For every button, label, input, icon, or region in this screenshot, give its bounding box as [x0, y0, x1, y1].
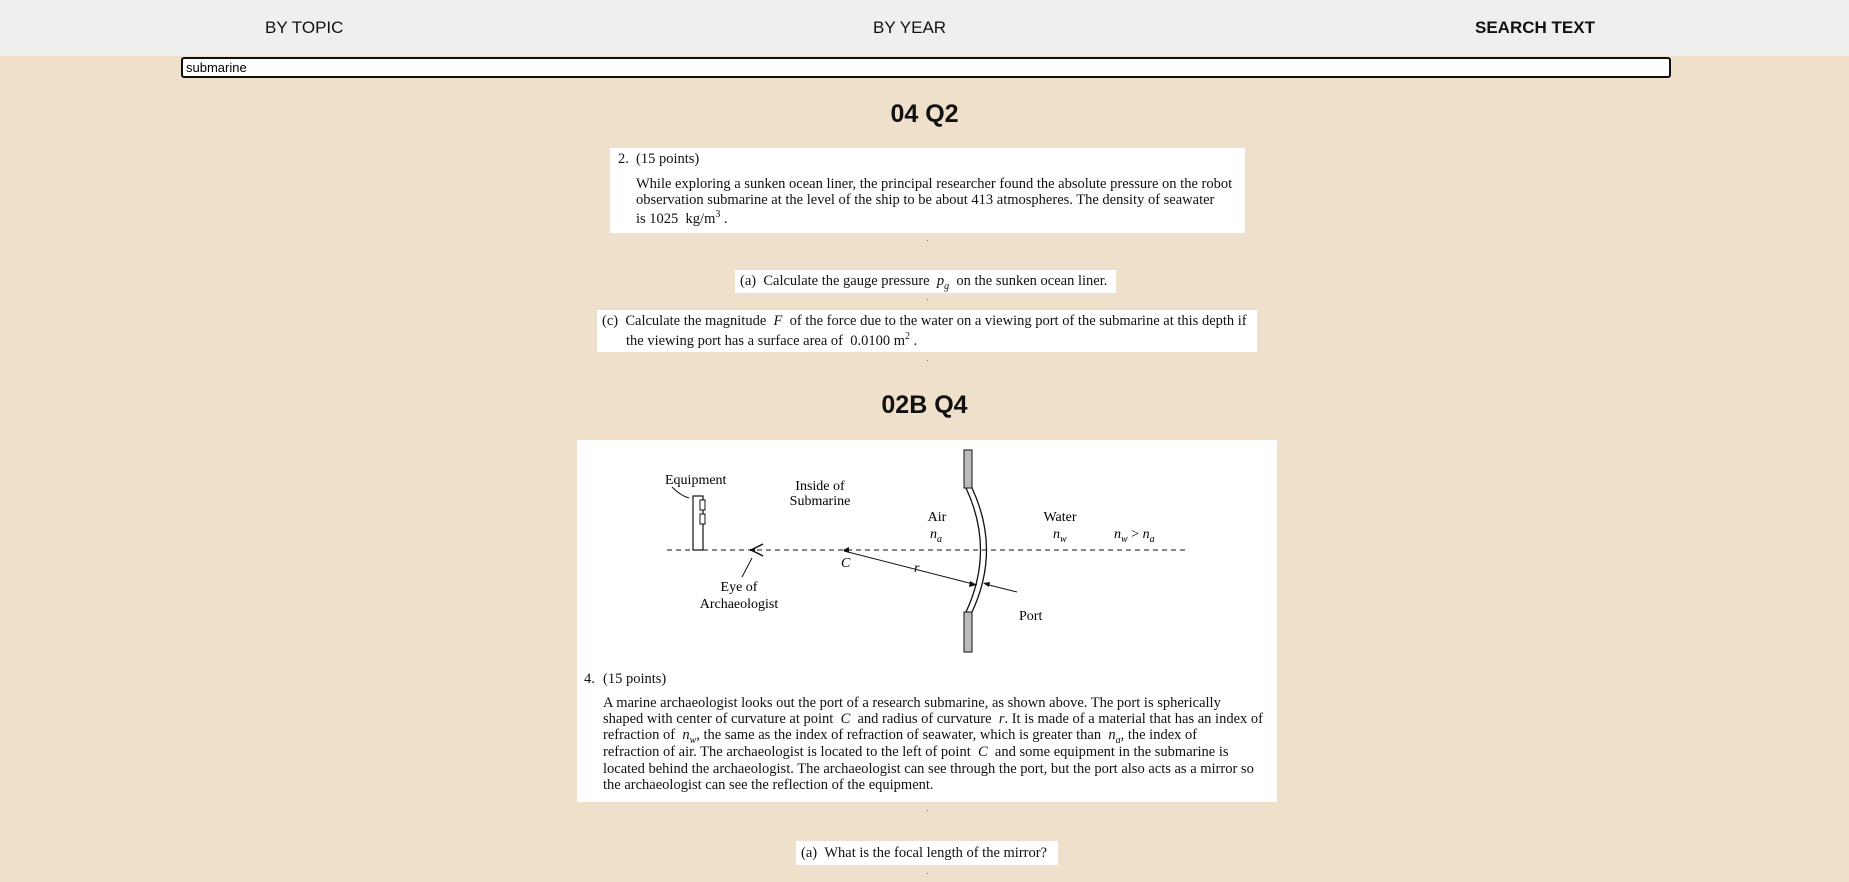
label-inside: Submarine — [789, 494, 851, 509]
part-text: What is the focal length of the mirror? — [824, 845, 1047, 861]
label-na — [930, 527, 942, 545]
stem-line: located behind the archaeologist. The archaeologist can see through the port, but the port also acts as a mirror so — [603, 761, 1254, 777]
stem-line — [603, 711, 1263, 728]
unit-exponent: 3 — [715, 209, 721, 221]
index-subscript: w — [1060, 534, 1067, 545]
eye-leader — [742, 558, 752, 577]
label-inside: Inside of — [795, 479, 845, 494]
math-var: C — [840, 711, 851, 727]
port-leader — [985, 584, 1017, 592]
part-text: Calculate the gauge pressure — [763, 273, 930, 289]
label-eye: Archaeologist — [699, 597, 779, 612]
label-r: r — [914, 561, 920, 576]
stem-line — [636, 211, 728, 228]
stem-line — [603, 727, 1197, 744]
density-unit: kg/m — [685, 211, 716, 227]
tab-by-year[interactable]: BY YEAR — [873, 18, 947, 37]
hull-wall-bottom — [964, 612, 972, 652]
stem-text: is 1025 — [636, 211, 679, 227]
hull-wall-top — [964, 450, 972, 488]
math-var: C — [978, 744, 988, 760]
part-a-line — [740, 273, 1107, 290]
label-c: C — [841, 556, 851, 571]
separator-dot — [927, 810, 928, 811]
stem-line: observation submarine at the level of the ship to be about 413 atmospheres. The density of seawater — [636, 192, 1215, 208]
part-card — [597, 310, 1257, 352]
index-symbol: n — [1053, 527, 1060, 542]
tab-search-text[interactable]: SEARCH TEXT — [1475, 18, 1595, 37]
part-label: (c) — [602, 313, 619, 329]
stem-text: , the index of — [1120, 727, 1198, 743]
search-input[interactable] — [181, 57, 1671, 78]
equipment-leader — [672, 487, 689, 498]
part-label: (a) — [801, 845, 818, 861]
stem-text: . It is made of a material that has an index of — [1004, 711, 1263, 727]
question-points: (15 points) — [636, 151, 700, 167]
equipment-knob — [700, 514, 705, 524]
part-text: Calculate the magnitude — [625, 313, 767, 329]
port-arrowhead — [983, 582, 990, 587]
index-subscript: a — [1149, 534, 1155, 545]
part-label: (a) — [740, 273, 757, 289]
question-stem-card — [610, 148, 1245, 233]
label-eye: Eye of — [720, 580, 758, 595]
label-index-inequality — [1114, 527, 1155, 545]
question-number: 2. — [618, 151, 629, 167]
separator-dot — [927, 299, 928, 300]
stem-line: While exploring a sunken ocean liner, the principal researcher found the absolute pressure on the robot — [636, 176, 1233, 192]
separator-dot — [927, 360, 928, 361]
radius-line — [844, 551, 977, 585]
separator-dot — [927, 873, 928, 874]
stem-text: refraction of air. The archaeologist is located to the left of point — [603, 744, 971, 760]
stem-line: the archaeologist can see the reflection of the equipment. — [603, 777, 934, 793]
math-sub: g — [944, 280, 950, 292]
index-symbol: n — [1142, 527, 1150, 542]
tab-by-topic[interactable]: BY TOPIC — [265, 18, 344, 37]
math-var: n — [1108, 727, 1116, 743]
label-equipment: Equipment — [665, 473, 727, 488]
label-nw — [1053, 527, 1067, 545]
question-stem-card — [577, 440, 1277, 802]
stem-text: . — [723, 211, 728, 227]
index-subscript: w — [1121, 534, 1128, 545]
question-number: 4. — [584, 671, 595, 687]
math-sub: a — [1115, 734, 1121, 746]
separator-dot — [927, 240, 928, 241]
top-nav — [0, 0, 1849, 56]
part-c-line — [626, 333, 917, 350]
unit-exponent: 2 — [905, 331, 911, 343]
stem-text: and radius of curvature — [857, 711, 992, 727]
index-subscript: a — [937, 534, 942, 545]
label-port: Port — [1019, 609, 1043, 624]
question-title: 04 Q2 — [890, 100, 959, 128]
part-card — [796, 841, 1058, 865]
part-text: the viewing port has a surface area of — [626, 333, 843, 349]
part-text: . — [913, 333, 918, 349]
stem-line: A marine archaeologist looks out the port of a research submarine, as shown above. The port is spherically — [603, 695, 1221, 711]
index-symbol: n — [930, 527, 937, 542]
area-value: 0.0100 m — [850, 333, 906, 349]
math-var: r — [998, 711, 1005, 727]
part-card — [735, 270, 1116, 293]
math-sub: w — [689, 734, 697, 746]
math-var: p — [936, 273, 945, 289]
stem-text: shaped with center of curvature at point — [603, 711, 834, 727]
equipment-knob — [700, 500, 705, 510]
question-points: (15 points) — [603, 671, 667, 687]
part-c-line — [602, 313, 1247, 330]
part-a-line — [801, 845, 1047, 862]
label-air: Air — [927, 510, 947, 525]
math-var: n — [682, 727, 690, 743]
stem-text: , the same as the index of refraction of seawater, which is greater than — [696, 727, 1102, 743]
part-text: on the sunken ocean liner. — [956, 273, 1108, 289]
stem-text: and some equipment in the submarine is — [994, 744, 1229, 760]
part-text: of the force due to the water on a viewing port of the submarine at this depth if — [789, 313, 1247, 329]
inequality-sign: > — [1127, 527, 1143, 542]
stem-line — [603, 744, 1229, 761]
label-water: Water — [1043, 510, 1077, 525]
index-symbol: n — [1114, 527, 1121, 542]
submarine-port-diagram — [577, 440, 1277, 665]
math-var: F — [773, 313, 783, 329]
question-title: 02B Q4 — [881, 391, 968, 419]
stem-text: refraction of — [603, 727, 676, 743]
